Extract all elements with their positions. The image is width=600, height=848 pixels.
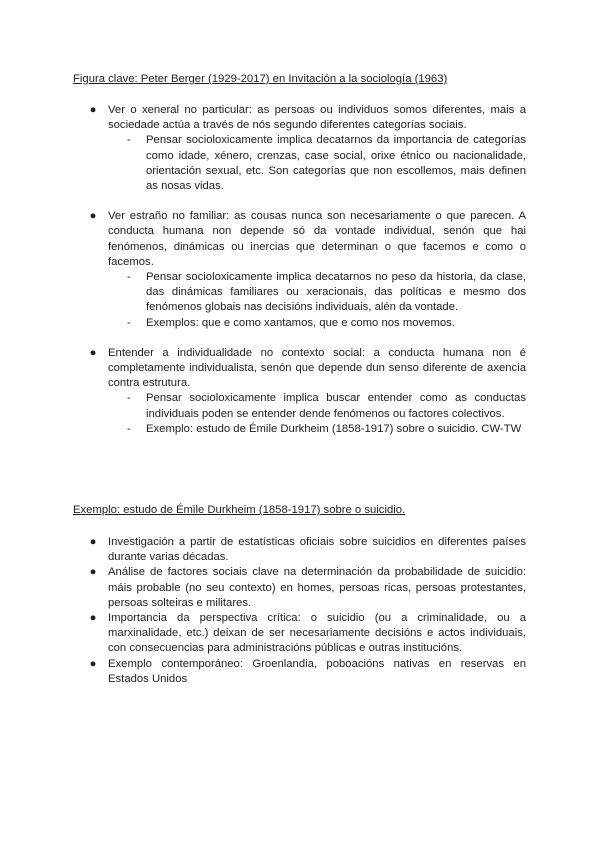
dash-marker: - <box>127 134 131 147</box>
list-item-text: Ver o xeneral no particular: as persoas ou individuos somos diferentes, mais a sociedade actúa a través de nós segundo diferentes categorías sociais. <box>108 104 526 132</box>
sub-list <box>108 133 526 194</box>
dash-marker: - <box>127 316 131 329</box>
list-item <box>89 103 526 194</box>
list-item-text: Análise de factores sociais clave na determinación da probabilidade de suicidio: máis probable (no seu contexto) en homes, persoas ricas, persoas protestantes, persoas solteiras e militares. <box>108 566 526 609</box>
dash-marker: - <box>127 271 131 284</box>
list-item <box>89 346 526 437</box>
sub-item-text: Pensar socioloxicamente implica buscar entender como as conductas individuais poden se entender dende fenómenos ou factores colectivos. <box>146 392 526 420</box>
list-item <box>89 209 526 331</box>
sub-list-item <box>127 270 526 316</box>
sub-item-text: Exemplo: estudo de Émile Durkheim (1858-1917) sobre o suicidio. CW-TW <box>146 422 522 435</box>
sub-list-item <box>127 316 526 331</box>
sub-list <box>108 270 526 331</box>
list-item <box>89 611 526 657</box>
bullet-icon: ● <box>89 612 97 625</box>
list-item-text: Entender a individualidade no contexto social: a conducta humana non é completamente individualista, senón que depende dun senso diferente de axencia contra estrutura. <box>108 346 526 390</box>
bullet-icon: ● <box>89 657 97 670</box>
sub-list-item <box>127 133 526 194</box>
bullet-icon: ● <box>89 104 97 116</box>
dash-marker: - <box>127 392 131 405</box>
sub-list <box>108 391 526 437</box>
list-item-text: Importancia da perspectiva crítica: o suicidio (ou a criminalidade, ou a marxinalidade, etc.) deixan de ser necesariamente decisións e actos individuais, con consecuencias para administracións públicas e outras institucións. <box>108 612 526 655</box>
sub-list-item <box>127 391 526 421</box>
list-item-text: Ver estraño no familiar: as cousas nunca son necesariamente o que parecen. A conducta humana non depende só da vontade individual, senón que hai fenómenos, dinámicas ou inercias que determinan o que facemos e como o facemos. <box>108 210 526 268</box>
section-heading-berger: Figura clave: Peter Berger (1929-2017) en Invitación a la sociología (1963) <box>73 73 448 85</box>
bullet-icon: ● <box>89 210 97 223</box>
berger-key-ideas-list <box>89 103 526 437</box>
sub-item-text: Exemplos: que e como xantamos, que e como nos movemos. <box>146 316 455 329</box>
bullet-icon: ● <box>89 536 97 548</box>
list-item-text: Exemplo contemporáneo: Groenlandia, poboacións nativas en reservas en Estados Unidos <box>108 657 526 685</box>
sub-item-text: Pensar socioloxicamente implica decatarnos da importancia de categorías como idade, xénero, crenzas, case social, orixe étnico ou nacionalidade, orientación sexual, etc. Son categorías que non escollemos, mais definen as nosas vidas. <box>146 134 526 193</box>
list-item <box>89 657 526 687</box>
sub-item-text: Pensar socioloxicamente implica decatarnos no peso da historia, da clase, das dinámicas familiares ou xeracionais, das políticas e mesmo dos fenómenos globais nas decisións individuais, alén da vontade. <box>146 271 526 314</box>
sub-list-item <box>127 422 526 437</box>
bullet-icon: ● <box>89 346 97 359</box>
durkheim-points-list <box>89 535 526 687</box>
list-item <box>89 565 526 611</box>
bullet-icon: ● <box>89 566 97 579</box>
section-heading-durkheim: Exemplo: estudo de Émile Durkheim (1858-1917) sobre o suicidio. <box>73 504 406 516</box>
dash-marker: - <box>127 422 131 435</box>
list-item <box>89 535 526 565</box>
list-item-text: Investigación a partir de estatísticas oficiais sobre suicidios en diferentes países durante varias décadas. <box>108 536 526 564</box>
